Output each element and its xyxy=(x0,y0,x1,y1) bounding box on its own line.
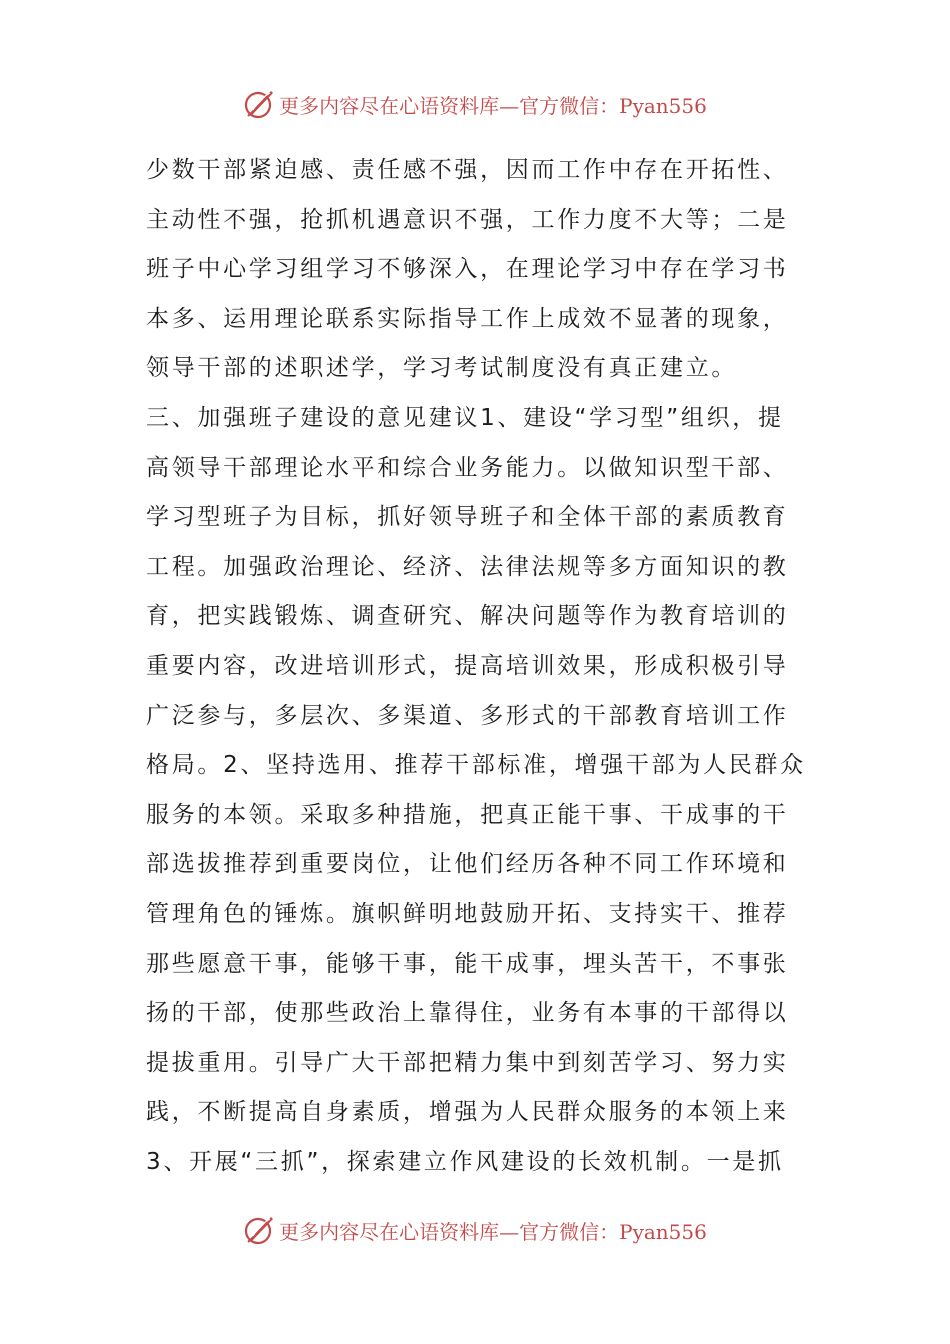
body-line: 主动性不强，抢抓机遇意识不强，工作力度不大等；二是 xyxy=(146,206,789,233)
body-line: 三、加强班子建设的意见建议1、建设“学习型”组织，提 xyxy=(146,404,784,431)
body-line: 育，把实践锻炼、调查研究、解决问题等作为教育培训的 xyxy=(146,603,789,630)
footer-banner xyxy=(0,1210,950,1250)
body-line: 高领导干部理论水平和综合业务能力。以做知识型干部、 xyxy=(146,454,789,481)
body-line: 服务的本领。采取多种措施，把真正能干事、干成事的干 xyxy=(146,801,789,828)
body-line: 3、开展“三抓”，探索建立作风建设的长效机制。一是抓 xyxy=(146,1148,784,1175)
body-line: 少数干部紧迫感、责任感不强，因而工作中存在开拓性、 xyxy=(146,157,789,183)
body-line: 学习型班子为目标，抓好领导班子和全体干部的素质教育 xyxy=(146,504,789,531)
quill-pen-logo-icon xyxy=(243,87,277,121)
header-banner xyxy=(0,84,950,124)
body-line: 管理角色的锤炼。旗帜鲜明地鼓励开拓、支持实干、推荐 xyxy=(146,900,789,927)
body-line: 提拔重用。引导广大干部把精力集中到刻苦学习、努力实 xyxy=(146,1049,789,1076)
body-line: 扬的干部，使那些政治上靠得住，业务有本事的干部得以 xyxy=(146,1000,789,1027)
body-line: 广泛参与，多层次、多渠道、多形式的干部教育培训工作 xyxy=(146,702,789,729)
body-line: 部选拔推荐到重要岗位，让他们经历各种不同工作环境和 xyxy=(146,851,789,878)
footer-banner-text: 更多内容尽在心语资料库—官方微信：Pyan556 xyxy=(279,1219,707,1244)
body-line: 班子中心学习组学习不够深入，在理论学习中存在学习书 xyxy=(146,256,789,283)
body-line: 那些愿意干事，能够干事，能干成事，埋头苦干，不事张 xyxy=(146,950,789,977)
document-body xyxy=(146,146,808,1187)
body-line: 本多、运用理论联系实际指导工作上成效不显著的现象， xyxy=(146,305,789,332)
body-line: 工程。加强政治理论、经济、法律法规等多方面知识的教 xyxy=(146,553,789,580)
body-line: 领导干部的述职述学，学习考试制度没有真正建立。 xyxy=(146,355,738,382)
header-banner-text: 更多内容尽在心语资料库—官方微信：Pyan556 xyxy=(279,93,707,118)
quill-pen-logo-icon xyxy=(243,1213,277,1247)
body-line: 践，不断提高自身素质，增强为人民群众服务的本领上来 xyxy=(146,1099,789,1126)
body-line: 格局。2、坚持选用、推荐干部标准，增强干部为人民群众 xyxy=(146,752,806,779)
body-line: 重要内容，改进培训形式，提高培训效果，形成积极引导 xyxy=(146,652,789,679)
